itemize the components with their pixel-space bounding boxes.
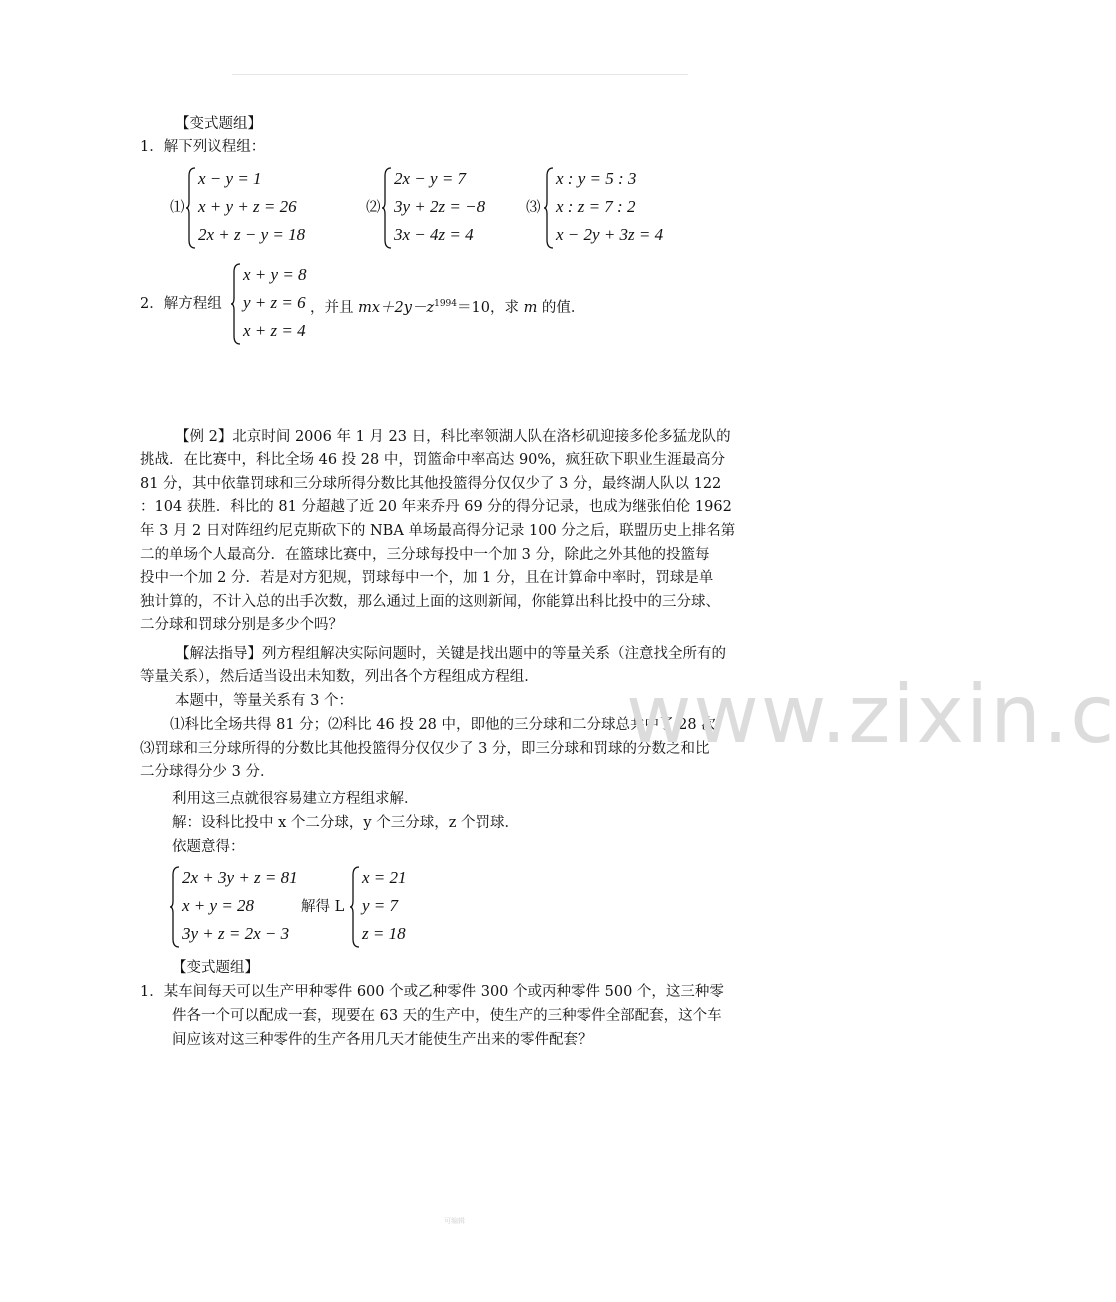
relations-line: ⑶罚球和三分球所得的分数比其他投篮得分仅仅少了 3 分，即三分球和罚球的分数之和比 (140, 741, 710, 757)
question-2-condition (310, 294, 585, 318)
use-points-text: 利用这三点就很容易建立方程组求解． (172, 791, 419, 807)
equation: x : z = 7 : 2 (556, 197, 636, 216)
brace-icon (170, 865, 180, 949)
equation: x + y = 8 (243, 265, 307, 284)
equation: y + z = 6 (243, 293, 306, 312)
example-2-line: 【例 2】北京时间 2006 年 1 月 23 日，科比率领湖人队在洛杉矶迎接多伦多猛龙队的 (175, 429, 731, 445)
relations-line: 二分球得分少 3 分． (140, 764, 275, 780)
watermark: www.zixin.c (626, 668, 1116, 761)
system-1 (186, 166, 326, 250)
heading-variant-1: 【变式题组】 (175, 116, 262, 132)
solve-label: 解得 L (301, 899, 345, 915)
example-2-line: 二分球和罚球分别是多少个吗？ (140, 617, 343, 633)
system-3-label: ⑶ (526, 200, 541, 216)
condition-text: ，并且 (310, 299, 359, 316)
question-3-line: 1．某车间每天可以生产甲种零件 600 个或乙种零件 300 个或丙种零件 500 个，这三种零 (140, 984, 724, 1000)
question-1-label: 1．解下列议程组： (140, 139, 266, 155)
system-3 (544, 166, 684, 250)
example-2-line: 挑战．在比赛中，科比全场 46 投 28 中，罚篮命中率高达 90%，疯狂砍下职业生涯最高分 (140, 452, 726, 468)
example-2-line: 81 分，其中依靠罚球和三分球所得分数比其他投篮得分仅仅少了 3 分，最终湖人队以 122 (140, 476, 722, 492)
system-5 (170, 865, 320, 949)
heading-variant-2: 【变式题组】 (172, 960, 259, 976)
question-2-prefix: 2．解方程组 (140, 296, 222, 312)
by-meaning-label: 依题意得： (172, 839, 245, 855)
equation: 3y + 2z = −8 (394, 197, 486, 216)
equation: 3x − 4z = 4 (394, 225, 474, 244)
brace-icon (231, 262, 241, 346)
example-2-line: ：104 获胜．科比的 81 分超越了近 20 年来乔丹 69 分的得分记录，也成为继张伯伦 1962 (140, 499, 732, 515)
solution-setup: 解：设科比投中 x 个二分球，y 个三分球，z 个罚球． (172, 815, 519, 831)
system-2 (382, 166, 522, 250)
system-6 (350, 865, 430, 949)
example-2-line: 独计算的，不计入总的出手次数，那么通过上面的这则新闻，你能算出科比投中的三分球、 (140, 594, 720, 610)
equation: x − 2y + 3z = 4 (556, 225, 664, 244)
equation: x : y = 5 : 3 (556, 169, 637, 188)
equation: x − y = 1 (198, 169, 262, 188)
page-footer: 可编辑 (444, 1217, 465, 1225)
brace-icon (544, 166, 554, 250)
equation: 2x + z − y = 18 (198, 225, 306, 244)
solution-guide-line: 等量关系），然后适当设出未知数，列出各个方程组成方程组． (140, 669, 539, 685)
question-3-line: 件各一个可以配成一套，现要在 63 天的生产中，使生产的三种零件全部配套，这个车 (172, 1008, 722, 1024)
brace-icon (382, 166, 392, 250)
question-3-line: 间应该对这三种零件的生产各用几天才能使生产出来的零件配套？ (172, 1032, 593, 1048)
equation: x + z = 4 (243, 321, 306, 340)
equation: x = 21 (362, 868, 407, 887)
system-4 (231, 262, 321, 346)
example-2-line: 二的单场个人最高分．在篮球比赛中，三分球每投中一个加 3 分，除此之外其他的投篮每 (140, 547, 710, 563)
relations-intro: 本题中，等量关系有 3 个： (175, 693, 353, 709)
equation: y = 7 (362, 896, 399, 915)
equation: 3y + z = 2x − 3 (182, 924, 290, 943)
header-rule (232, 74, 688, 75)
equation: x + y + z = 26 (198, 197, 297, 216)
equation: x + y = 28 (182, 896, 255, 915)
brace-icon (186, 166, 196, 250)
system-2-label: ⑵ (366, 200, 381, 216)
condition-expression: mx＋2y－z (358, 299, 435, 316)
equation: z = 18 (362, 924, 406, 943)
condition-text: ＝10，求 (457, 299, 524, 316)
example-2-line: 投中一个加 2 分．若是对方犯规，罚球每中一个，加 1 分，且在计算命中率时，罚球是单 (140, 570, 714, 586)
condition-variable: m (523, 299, 538, 316)
condition-exponent: 1994 (434, 299, 457, 309)
equation: 2x − y = 7 (394, 169, 467, 188)
relations-line: ⑴科比全场共得 81 分；⑵科比 46 投 28 中，即他的三分球和二分球总共中了 28 次； (170, 717, 731, 733)
solution-guide-line: 【解法指导】列方程组解决实际问题时，关键是找出题中的等量关系（注意找全所有的 (175, 646, 726, 662)
example-2-line: 年 3 月 2 日对阵纽约尼克斯砍下的 NBA 单场最高得分记录 100 分之后，联盟历史上排名第 (140, 523, 736, 539)
brace-icon (350, 865, 360, 949)
system-1-label: ⑴ (170, 200, 185, 216)
equation: 2x + 3y + z = 81 (182, 868, 298, 887)
condition-text: 的值． (537, 299, 586, 316)
